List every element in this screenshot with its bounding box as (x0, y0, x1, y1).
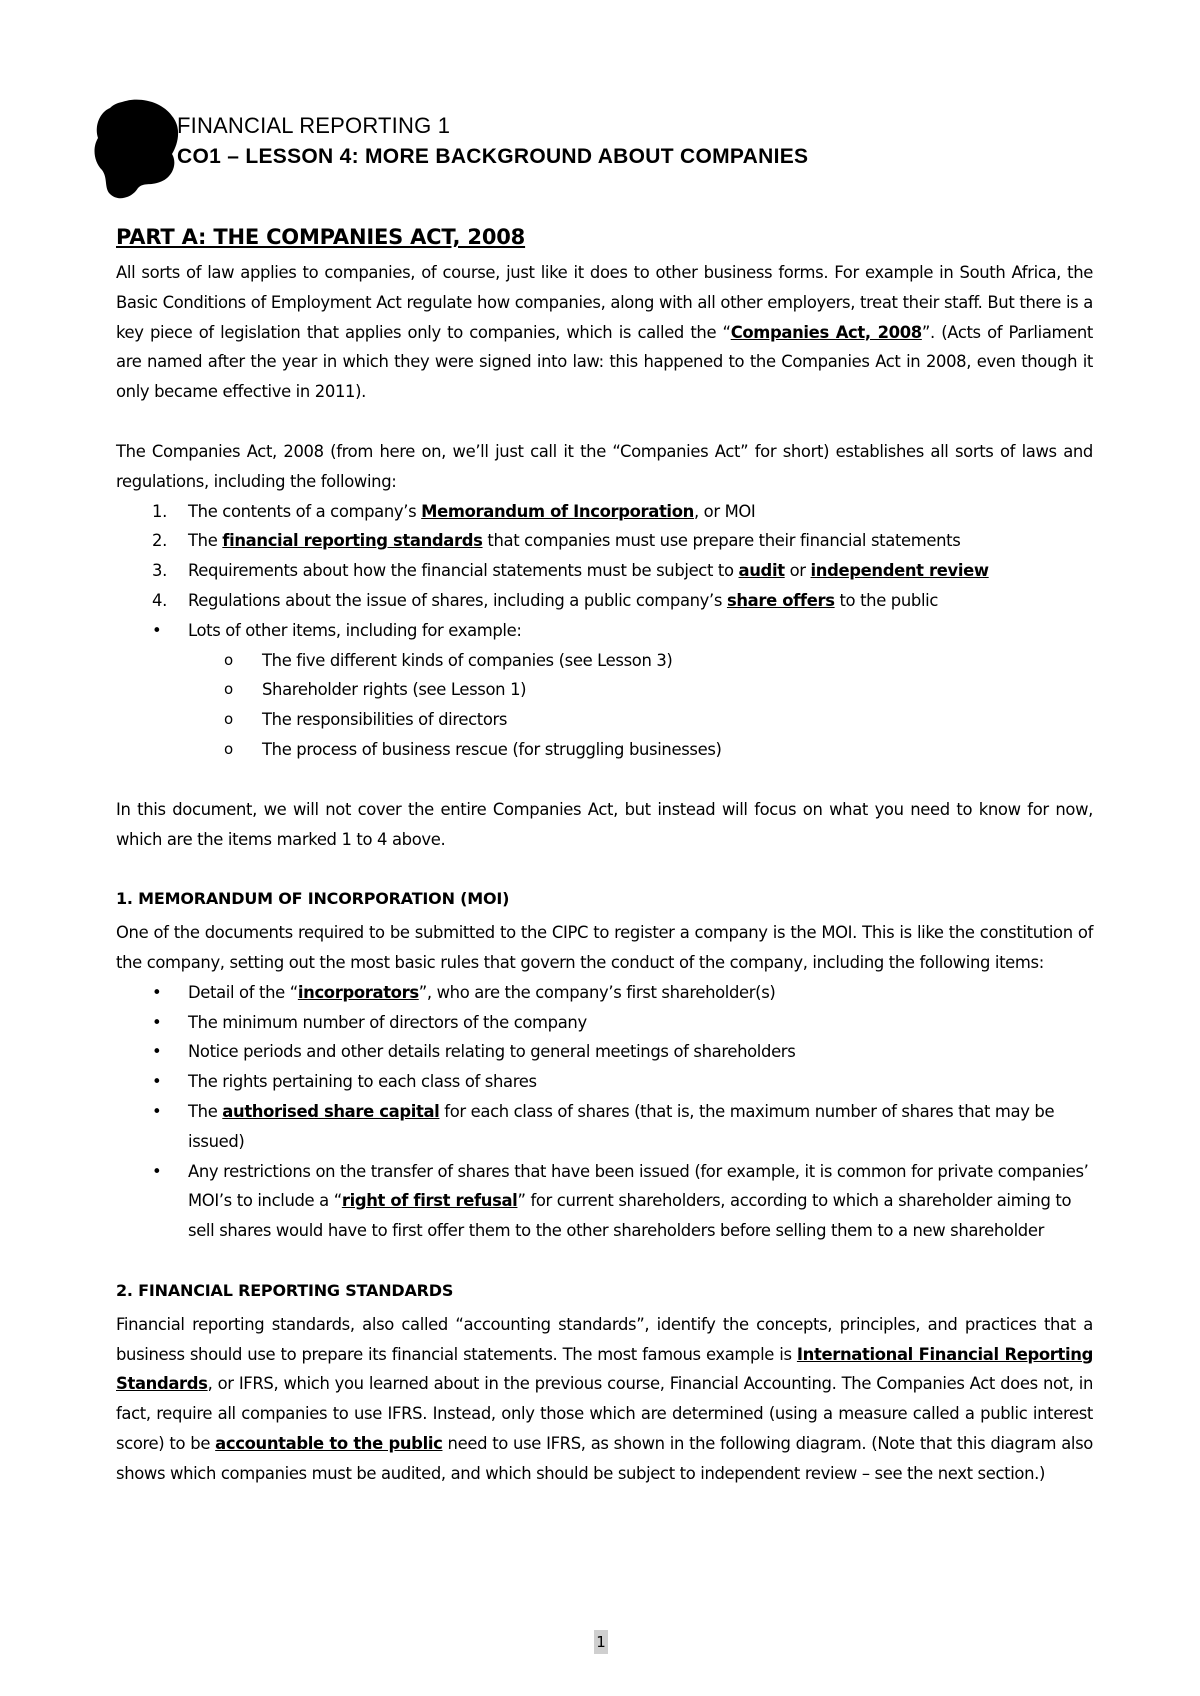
list-item: • Any restrictions on the transfer of shares that have been issued (for example, it is common for private companies’ MOI’s to include a “right of first refusal” for current shareholders, according to which a shareholder aiming to sell shares would have to first offer them to the other shareholders before selling them to a new shareholder (152, 1161, 1089, 1241)
document-header (177, 112, 808, 174)
paragraph-companies-act-intro: All sorts of law applies to companies, of course, just like it does to other business forms. For example in South Africa, the Basic Conditions of Employment Act regulate how companies, along with all other employers, treat their staff. But there is a key piece of legislation that applies only to companies, which is called the “Companies Act, 2008”. (Acts of Parliament are named after the year in which they were signed into law: this happened to the Companies Act in 2008, even though it only became effective in 2011). (116, 263, 1093, 402)
redacted-logo-blob (92, 98, 180, 202)
term-accountable-to-public: accountable to the public (215, 1433, 443, 1453)
paragraph-act-establishes: The Companies Act, 2008 (from here on, we’ll just call it the “Companies Act” for short) establishes all sorts of laws and regulations, including the following: (116, 441, 1093, 491)
term-authorised-share-capital: authorised share capital (222, 1101, 440, 1121)
section-1-heading: 1. MEMORANDUM OF INCORPORATION (MOI) (116, 889, 510, 909)
list-item: • The rights pertaining to each class of shares (152, 1072, 537, 1092)
list-item: • The authorised share capital for each class of shares (that is, the maximum number of shares that may be issued) (152, 1101, 1055, 1151)
list-item: o Shareholder rights (see Lesson 1) (224, 680, 527, 700)
list-item: • Detail of the “incorporators”, who are the company’s first shareholder(s) (152, 982, 776, 1002)
term-share-offers: share offers (726, 590, 835, 610)
numbered-list-act-items (116, 497, 1093, 616)
list-item: o The responsibilities of directors (224, 710, 508, 730)
list-item: o The process of business rescue (for struggling businesses) (224, 739, 722, 759)
term-independent-review: independent review (810, 561, 989, 581)
term-moi: Memorandum of Incorporation (421, 501, 694, 521)
document-body (116, 222, 1093, 1488)
list-item: 2. The financial reporting standards that companies must use prepare their financial statements (152, 531, 961, 551)
list-item: • Notice periods and other details relating to general meetings of shareholders (152, 1042, 796, 1062)
term-financial-reporting-standards: financial reporting standards (222, 531, 483, 551)
list-item: • The minimum number of directors of the company (152, 1012, 587, 1032)
term-companies-act: Companies Act, 2008 (730, 322, 922, 342)
paragraph-financial-reporting-standards: Financial reporting standards, also called “accounting standards”, identify the concepts, principles, and practices that a business should use to prepare its financial statements. The most famous example is International Financial Reporting Standards, or IFRS, which you learned about in the previous course, Financial Accounting. The Companies Act does not, in fact, require all companies to use IFRS. Instead, only those which are determined (using a measure called a public interest score) to be accountable to the public need to use IFRS, as shown in the following diagram. (Note that this diagram also shows which companies must be audited, and which should be subject to independent review – see the next section.) (116, 1314, 1093, 1483)
term-ifrs: International Financial Reporting Standards (116, 1344, 1093, 1394)
list-item: o The five different kinds of companies (see Lesson 3) (224, 650, 673, 670)
paragraph-moi-intro: One of the documents required to be submitted to the CIPC to register a company is the MOI. This is like the constitution of the company, setting out the most basic rules that govern the conduct of the company, including the following items: (116, 923, 1093, 972)
term-right-of-first-refusal: right of first refusal (341, 1191, 518, 1211)
term-audit: audit (738, 561, 785, 581)
list-item: 1. The contents of a company’s Memorandum of Incorporation, or MOI (152, 501, 756, 521)
section-2-heading: 2. FINANCIAL REPORTING STANDARDS (116, 1280, 454, 1300)
list-item: • Lots of other items, including for example: (152, 620, 522, 640)
page-number: 1 (594, 1630, 608, 1654)
list-item: 3. Requirements about how the financial statements must be subject to audit or independent review (152, 561, 989, 581)
course-title: FINANCIAL REPORTING 1 (177, 113, 451, 138)
sub-list-other-items (116, 646, 1093, 765)
part-a-title: PART A: THE COMPANIES ACT, 2008 (116, 225, 526, 249)
lesson-title: CO1 – LESSON 4: MORE BACKGROUND ABOUT COMPANIES (177, 145, 809, 168)
bullet-list-moi-items (116, 978, 1093, 1246)
paragraph-scope: In this document, we will not cover the entire Companies Act, but instead will focus on what you need to know for now, which are the items marked 1 to 4 above. (116, 799, 1093, 849)
list-item: 4. Regulations about the issue of shares, including a public company’s share offers to the public (152, 590, 939, 610)
term-incorporators: incorporators (297, 982, 419, 1002)
bullet-list-other-items (116, 616, 1093, 646)
